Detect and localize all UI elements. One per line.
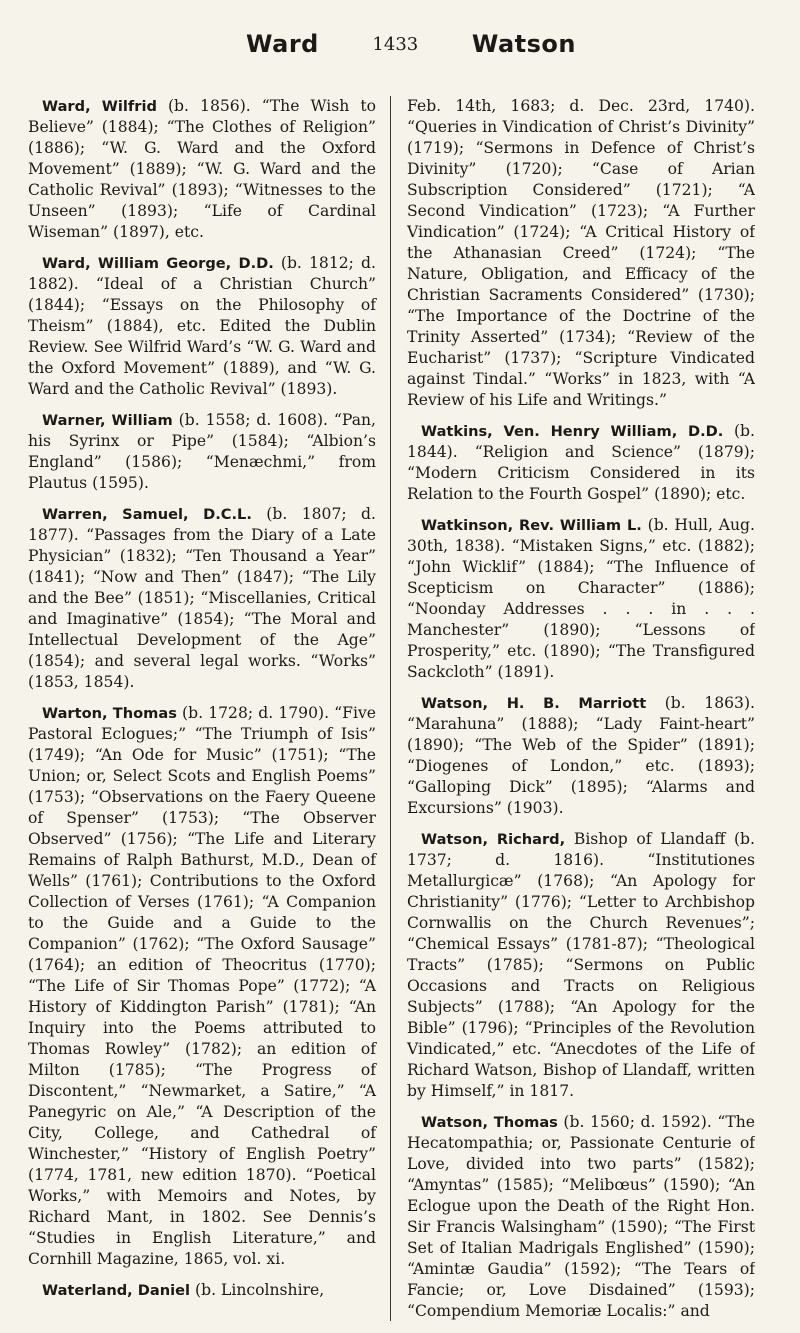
page-number: 1433 bbox=[372, 33, 419, 55]
entry-name: Ward, Wilfrid bbox=[42, 98, 157, 115]
dictionary-entry bbox=[407, 96, 755, 411]
running-head bbox=[28, 20, 772, 68]
dictionary-entry bbox=[28, 1280, 376, 1301]
left-column bbox=[28, 96, 390, 1321]
entry-text: (b. 1728; d. 1790). “Five Pastoral Eclogues;” “The Triumph of Isis” (1749); “An Ode for Music” (1751); “The Union; or, Select Scots and English Poems” (1753); “Observations on the Faery Queene of Spenser” (1753); “The Observer Observed” (1756); “The Life and Literary Remains of Ralph Bathurst, M.D., Dean of Wells” (1761); Contributions to the Oxford Collection of Verses (1761); “A Companion to the Guide and a Guide to the Companion” (1762); “The Oxford Sausage” (1764); an edition of Theocritus (1770); “The Life of Sir Thomas Pope” (1772); “A History of Kiddington Parish” (1781); “An Inquiry into the Poems attributed to Thomas Rowley” (1782); an edition of Milton (1785); “The Progress of Discontent,” “Newmarket, a Satire,” “A Panegyric on Ale,” “A Description of the City, College, and Cathedral of Winchester,” “History of English Poetry” (1774, 1781, new edition 1870). “Poetical Works,” with Memoirs and Notes, by Richard Mant, in 1802. See Dennis’s “Studies in English Literature,” and Cornhill Magazine, 1865, vol. xi. bbox=[28, 704, 376, 1268]
dictionary-entry bbox=[407, 515, 755, 683]
dictionary-entry bbox=[407, 1112, 755, 1321]
entry-text: (b. 1863). “Marahuna” (1888); “Lady Faint-heart” (1890); “The Web of the Spider” (1891); “Diogenes of London,” etc. (1893); “Galloping Dick” (1895); “Alarms and Excursions” (1903). bbox=[407, 694, 755, 817]
entry-name: Watkinson, Rev. William L. bbox=[421, 517, 642, 534]
running-head-right-word: Watson bbox=[471, 30, 576, 58]
entry-text: Bishop of Llandaff (b. 1737; d. 1816). “Institutiones Metallurgicæ” (1768); “An Apology for Christianity” (1776); “Letter to Archbishop Cornwallis on the Church Revenues”; “Chemical Essays” (1781-87); “Theological Tracts” (1785); “Sermons on Public Occasions and Tracts on Religious Subjects” (1788); “An Apology for the Bible” (1796); “Principles of the Revolution Vindicated,” etc. “Anecdotes of the Life of Richard Watson, Bishop of Llandaff, written by Himself,” in 1817. bbox=[407, 830, 755, 1100]
entry-name: Watson, Thomas bbox=[421, 1114, 558, 1131]
entry-name: Waterland, Daniel bbox=[42, 1282, 191, 1299]
dictionary-entry bbox=[28, 96, 376, 243]
entry-name: Warton, Thomas bbox=[42, 705, 177, 722]
dictionary-entry bbox=[28, 253, 376, 400]
dictionary-entry bbox=[28, 504, 376, 693]
entry-name: Watson, Richard, bbox=[421, 831, 566, 848]
running-head-left-word: Ward bbox=[246, 30, 319, 58]
dictionary-entry bbox=[407, 693, 755, 819]
entry-text: Feb. 14th, 1683; d. Dec. 23rd, 1740). “Queries in Vindication of Christ’s Divinity” (1719); “Sermons in Defence of Christ’s Divinity” (1720); “Case of Arian Subscription Considered” (1721); “A Second Vindication” (1723); “A Further Vindication” (1724); “A Critical History of the Athanasian Creed” (1724); “The Nature, Obligation, and Efficacy of the Christian Sacraments Considered” (1730); “The Importance of the Doctrine of the Trinity Asserted” (1734); “Review of the Eucharist” (1737); “Scripture Vindicated against Tindal.” “Works” in 1823, with “A Review of his Life and Writings.” bbox=[407, 97, 755, 409]
dictionary-entry bbox=[28, 410, 376, 494]
right-column bbox=[390, 96, 755, 1321]
two-column-body bbox=[28, 96, 772, 1321]
entry-text: (b. Lincolnshire, bbox=[190, 1281, 325, 1299]
entry-text: (b. 1560; d. 1592). “The Hecatompathia; or, Passionate Centurie of Love, divided into two parts” (1582); “Amyntas” (1585); “Melibœus” (1590); “An Eclogue upon the Death of the Right Hon. Sir Francis Walsingham” (1590); “The First Set of Italian Madrigals Englished” (1590); “Amintæ Gaudia” (1592); “The Tears of Fancie; or, Love Disdained” (1593); “Compendium Memoriæ Localis:” and bbox=[407, 1113, 755, 1320]
entry-text: (b. 1856). “The Wish to Believe” (1884); “The Clothes of Religion” (1886); “W. G. Ward and the Oxford Movement” (1889); “W. G. Ward and the Catholic Revival” (1893); “Witnesses to the Unseen” (1893); “Life of Cardinal Wiseman” (1897), etc. bbox=[28, 97, 376, 241]
dictionary-entry bbox=[407, 829, 755, 1102]
entry-text: (b. 1807; d. 1877). “Passages from the Diary of a Late Physician” (1832); “Ten Thousand a Year” (1841); “Now and Then” (1847); “The Lily and the Bee” (1851); “Miscellanies, Critical and Imaginative” (1854); “The Moral and Intellectual Development of the Age” (1854); and several legal works. “Works” (1853, 1854). bbox=[28, 505, 376, 691]
entry-text: (b. 1812; d. 1882). “Ideal of a Christian Church” (1844); “Essays on the Philosophy of Theism” (1884), etc. Edited the Dublin Review. See Wilfrid Ward’s “W. G. Ward and the Oxford Movement” (1889), and “W. G. Ward and the Catholic Revival” (1893). bbox=[28, 254, 376, 398]
dictionary-entry bbox=[28, 703, 376, 1270]
dictionary-entry bbox=[407, 421, 755, 505]
entry-name: Warren, Samuel, D.C.L. bbox=[42, 506, 252, 523]
entry-text: (b. 1558; d. 1608). “Pan, his Syrinx or Pipe” (1584); “Albion’s England” (1586); “Menæchmi,” from Plautus (1595). bbox=[28, 411, 376, 492]
entry-text: (b. Hull, Aug. 30th, 1838). “Mistaken Signs,” etc. (1882); “John Wicklif” (1884); “The Influence of Scepticism on Character” (1886); “Noonday Addresses . . . in . . . Manchester” (1890); “Lessons of Prosperity,” etc. (1890); “The Transfigured Sackcloth” (1891). bbox=[407, 516, 755, 681]
entry-name: Watkins, Ven. Henry William, D.D. bbox=[421, 423, 724, 440]
entry-text: (b. 1844). “Religion and Science” (1879); “Modern Criticism Considered in its Relation to the Fourth Gospel” (1890); etc. bbox=[407, 422, 755, 503]
entry-name: Ward, William George, D.D. bbox=[42, 255, 274, 272]
entry-name: Warner, William bbox=[42, 412, 173, 429]
entry-name: Watson, H. B. Marriott bbox=[421, 695, 647, 712]
